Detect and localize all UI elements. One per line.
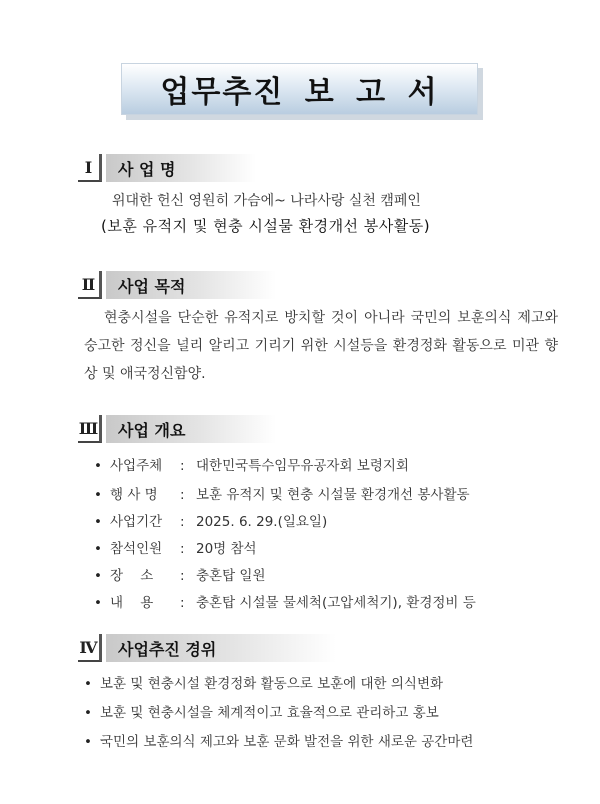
overview-value: 충혼탑 시설물 물세척(고압세척기), 환경정비 등 — [196, 595, 476, 611]
overview-item: • 장 소 : 충혼탑 일원 — [94, 564, 266, 584]
bullet-icon: • — [94, 568, 102, 584]
overview-label: 사업주체 — [110, 458, 163, 474]
overview-label: 사업기간 — [110, 514, 163, 530]
section-3-number: Ⅲ — [78, 415, 102, 443]
section-2-heading: 사업 목적 — [106, 271, 276, 299]
progress-item — [84, 730, 473, 750]
overview-label: 참석인원 — [110, 541, 163, 557]
overview-value: 2025. 6. 29.(일요일) — [196, 514, 328, 530]
bullet-icon: • — [94, 487, 102, 503]
overview-label: 내 용 — [110, 595, 154, 611]
overview-value: 보훈 유적지 및 현충 시설물 환경개선 봉사활동 — [196, 487, 470, 503]
bullet-icon: • — [84, 676, 92, 692]
progress-text: 국민의 보훈의식 제고와 보훈 문화 발전을 위한 새로운 공간마련 — [100, 734, 474, 750]
overview-label: 장 소 — [110, 568, 154, 584]
section-4-header — [78, 634, 336, 662]
business-name-line2: (보훈 유적지 및 현충 시설물 환경개선 봉사활동) — [101, 217, 431, 235]
overview-item: • 내 용 : 충혼탑 시설물 물세척(고압세척기), 환경정비 등 — [94, 591, 476, 611]
business-name-line1: 위대한 헌신 영원히 가슴에~ 나라사랑 실천 캠페인 — [112, 193, 421, 209]
overview-value: 20명 참석 — [196, 541, 257, 557]
bullet-icon: • — [94, 541, 102, 557]
bullet-icon: • — [94, 595, 102, 611]
overview-item: • 행 사 명 : 보훈 유적지 및 현충 시설물 환경개선 봉사활동 — [94, 483, 470, 503]
overview-label: 행 사 명 — [110, 487, 158, 503]
bullet-icon: • — [84, 734, 92, 750]
bullet-icon: • — [94, 514, 102, 530]
section-4-heading: 사업추진 경위 — [106, 634, 336, 662]
section-1-header — [78, 154, 256, 182]
section-2-number: Ⅱ — [78, 271, 102, 299]
section-3-heading: 사업 개요 — [106, 415, 276, 443]
section-2-header — [78, 271, 276, 299]
progress-text: 보훈 및 현충시설을 체계적이고 효율적으로 관리하고 홍보 — [100, 705, 439, 721]
overview-value: 대한민국특수임무유공자회 보령지회 — [196, 458, 409, 474]
bullet-icon: • — [84, 705, 92, 721]
report-title: 업무추진 보 고 서 — [160, 75, 439, 110]
progress-item — [84, 672, 443, 692]
progress-item — [84, 701, 439, 721]
section-1-number: Ⅰ — [78, 154, 102, 182]
section-3-header — [78, 415, 276, 443]
overview-value: 충혼탑 일원 — [196, 568, 266, 584]
overview-item: • 사업주체 : 대한민국특수임무유공자회 보령지회 — [94, 454, 409, 474]
report-title-box — [121, 63, 478, 115]
overview-item: • 사업기간 : 2025. 6. 29.(일요일) — [94, 510, 327, 530]
section-4-number: Ⅳ — [78, 634, 102, 662]
progress-text: 보훈 및 현충시설 환경정화 활동으로 보훈에 대한 의식변화 — [100, 676, 444, 692]
purpose-paragraph: 현충시설을 단순한 유적지로 방치할 것이 아니라 국민의 보훈의식 제고와 숭고한 정신을 널리 알리고 기리기 위한 시설등을 환경정화 활동으로 미관 향상 및 애국정신함양. — [84, 310, 558, 382]
overview-item: • 참석인원 : 20명 참석 — [94, 537, 257, 557]
section-1-heading: 사 업 명 — [106, 154, 256, 182]
bullet-icon: • — [94, 458, 102, 474]
